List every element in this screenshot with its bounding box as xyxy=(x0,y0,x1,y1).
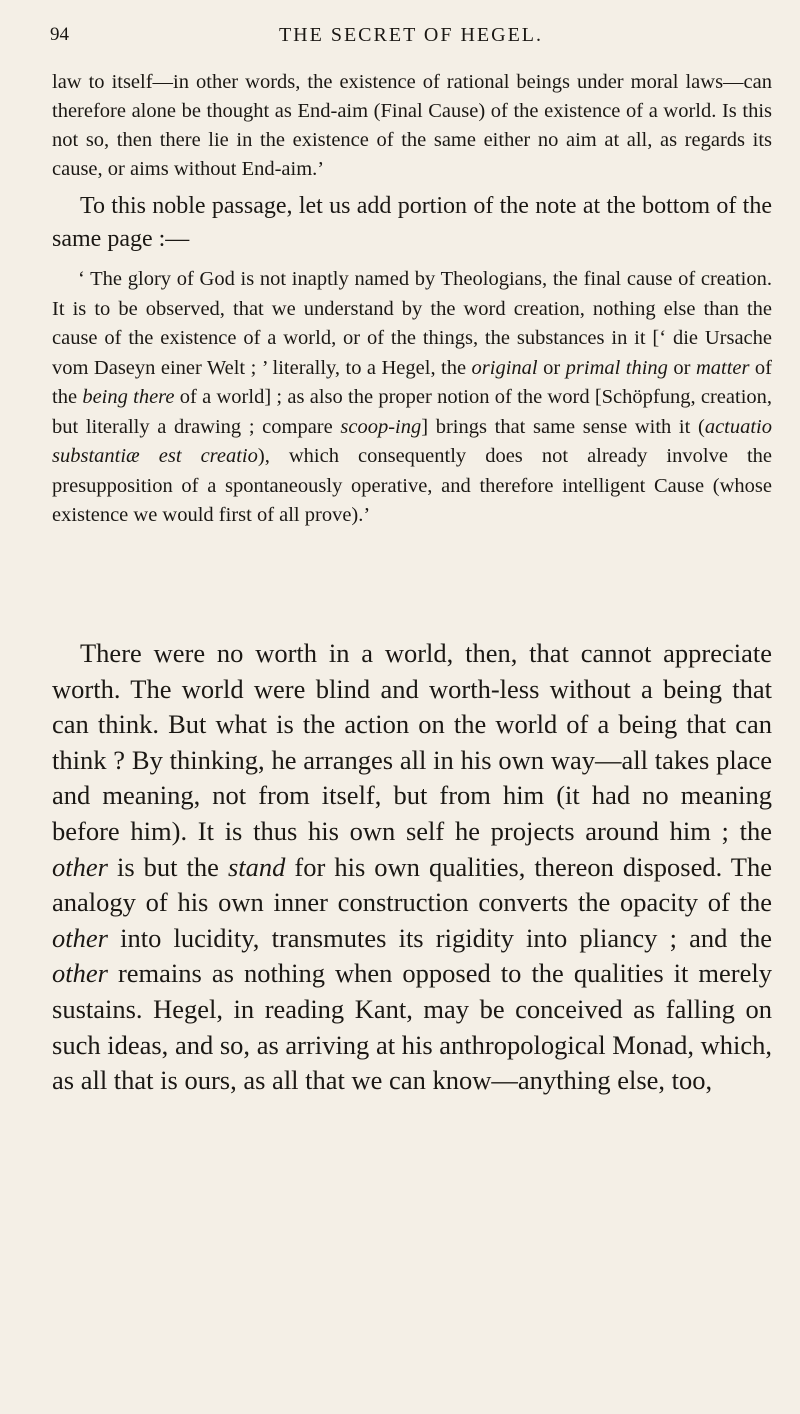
text-run: or xyxy=(667,356,696,379)
paragraph-kant-quote-end xyxy=(52,68,772,184)
paragraph-footnote-quote xyxy=(52,265,772,531)
italic-text: original xyxy=(471,356,538,379)
paragraph-transition xyxy=(52,190,772,256)
italic-text: matter xyxy=(695,356,750,379)
text-run: ] brings that same sense with it ( xyxy=(421,415,705,438)
text-run: into lucidity, transmutes its rigidity into pliancy ; and the xyxy=(107,922,772,953)
text-run: remains as nothing when opposed to the qualities it merely sustains. Hegel, in reading Kant, may be conceived as falling on such ideas, and so, as arriving at his anthropological Monad, which, as all that is ours, as all that we can know—anything else, too, xyxy=(52,958,772,1096)
paragraph-worth-argument xyxy=(52,636,772,1099)
italic-text: stand xyxy=(227,851,286,882)
paragraph-text: law to itself—in other words, the existence of rational beings under moral laws—can therefore alone be thought as End-aim (Final Cause) of the existence of a world. Is this not so, then there lie in the existence of the same either no aim at all, as regards its cause, or aims without End-aim.’ xyxy=(52,71,772,180)
text-run: ), which consequently does not already involve the presupposition of a spontaneously operative, and therefore intelligent Cause (whose existence we would first of all prove).’ xyxy=(52,445,772,526)
text-run: There were no worth in a world, then, that cannot appreciate worth. The world were blind and worth-less without a being that can think. But what is the action on the world of a being that can think ? By thinking, he arranges all in his own way—all takes place and meaning, not from itself, but from him (it had no meaning before him). It is thus his own self he projects around him ; the xyxy=(52,638,772,846)
italic-text: being there xyxy=(82,386,175,408)
text-run: of the xyxy=(52,356,773,408)
paragraph-text: To this noble passage, let us add portion of the note at the bottom of the same page :— xyxy=(52,193,772,252)
italic-text: scoop-ing xyxy=(340,415,422,438)
running-title: THE SECRET OF HEGEL. xyxy=(278,24,544,46)
page-number: 94 xyxy=(50,24,69,45)
text-run: is but the xyxy=(107,851,228,882)
paragraph-text xyxy=(52,265,772,531)
italic-text: other xyxy=(52,851,108,882)
italic-text: actuatio substantiæ est creatio xyxy=(52,415,772,467)
text-run: or xyxy=(537,356,566,379)
text-run: ‘ The glory of God is not inaptly named by Theologians, the final cause of creation. It is to be observed, that we understand by the word creation, nothing else than the cause of the existence of a world, or of the things, the substances in it [‘ die Ursache vom Daseyn einer Welt ; ’ literally, to a Hegel, the xyxy=(52,268,772,379)
italic-text: other xyxy=(52,922,108,953)
italic-text: primal thing xyxy=(565,356,668,379)
paragraph-text xyxy=(52,636,772,1099)
text-run: for his own qualities, thereon disposed. The analogy of his own inner construction converts the opacity of the xyxy=(52,851,772,918)
italic-text: other xyxy=(52,958,108,989)
running-head xyxy=(50,24,772,54)
text-run: of a world] ; as also the proper notion of the word [Schöpfung, creation, but literally a drawing ; compare xyxy=(52,386,773,438)
